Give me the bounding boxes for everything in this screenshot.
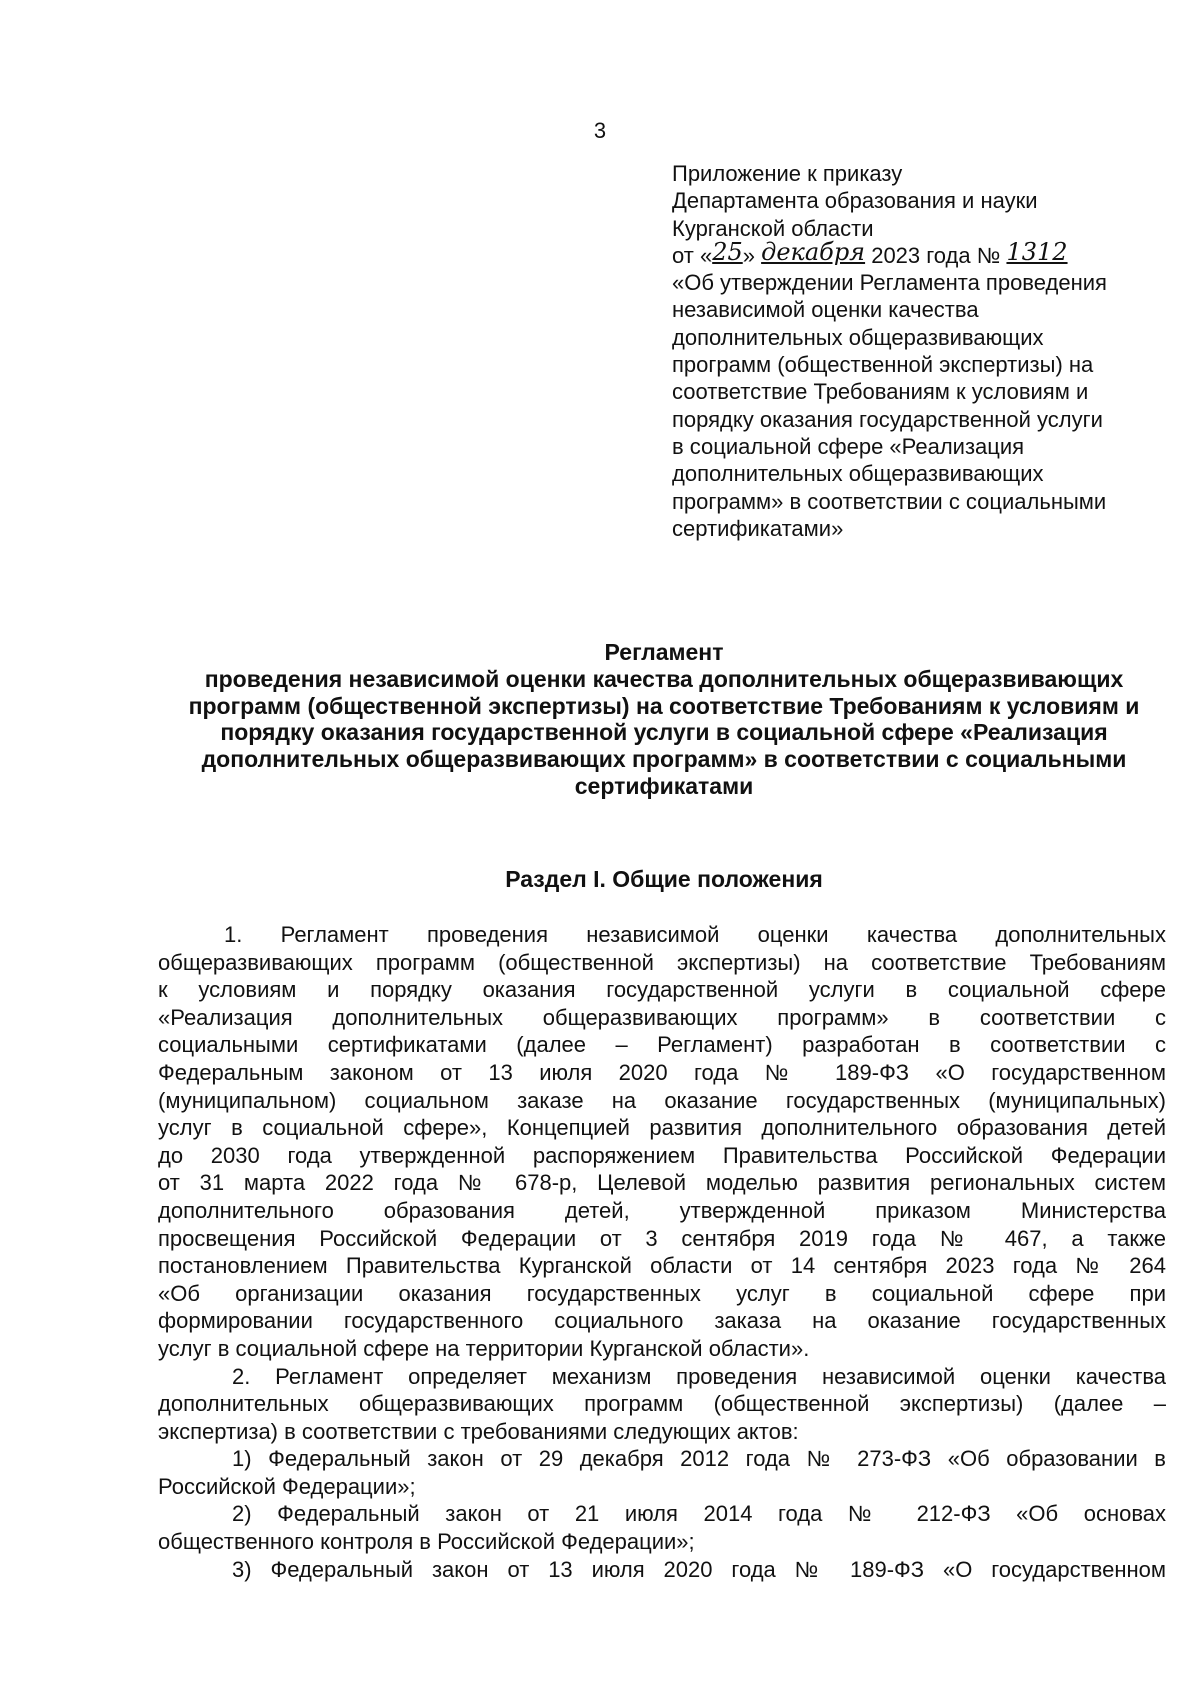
paragraph-line: экспертиза) в соответствии с требованиями следующих актов: [158,1418,799,1444]
paragraph-line: «Об организации оказания государственных услуг в социальной сфере при [158,1280,1166,1306]
document-title-line: сертификатами [574,772,754,799]
date-quote-close: » [742,242,755,268]
paragraph-line: просвещения Российской Федерации от 3 сентября 2019 года № 467, а также [158,1225,1166,1251]
date-prefix: от « [672,242,713,268]
appendix-title-line: сертификатами» [672,515,844,541]
paragraph-line: дополнительного образования детей, утвержденной приказом Министерства [158,1197,1166,1223]
paragraph-line: 1. Регламент проведения независимой оценки качества дополнительных [224,922,1166,947]
appendix-line: Курганской области [672,215,874,241]
paragraph-line: услуг в социальной сфере», Концепцией развития дополнительного образования детей [158,1115,1166,1141]
paragraph-line: (муниципальном) социальном заказе на оказание государственных (муниципальных) [158,1087,1166,1113]
list-item-line: 1) Федеральный закон от 29 декабря 2012 года № 273-ФЗ «Об образовании в [232,1446,1166,1472]
paragraph-line: формировании государственного социального заказа на оказание государственных [158,1308,1166,1334]
appendix-title-line: дополнительных общеразвивающих [672,324,1044,350]
document-title-line: проведения независимой оценки качества дополнительных общеразвивающих [204,665,1124,692]
handwritten-month: декабря [761,237,866,266]
order-date-line [672,237,1172,269]
list-item-line: общественного контроля в Российской Федерации»; [158,1529,695,1555]
page-number: 3 [593,118,607,143]
handwritten-order-number: 1312 [1006,237,1068,266]
appendix-title-line: в социальной сфере «Реализация [672,433,1025,459]
appendix-title-line: программ (общественной экспертизы) на [672,352,1094,378]
handwritten-day: 25 [712,237,743,266]
paragraph-line: от 31 марта 2022 года № 678-р, Целевой моделью развития региональных систем [158,1170,1166,1196]
list-item-line: Российской Федерации»; [158,1473,416,1499]
document-body [158,921,1166,1583]
document-title-line: дополнительных общеразвивающих программ» в соответствии с социальными [201,746,1127,773]
appendix-line: Приложение к приказу [672,161,903,186]
appendix-title-line: соответствие Требованиям к условиям и [672,379,1089,405]
appendix-title-line: программ» в соответствии с социальными [672,488,1107,514]
appendix-title-line: «Об утверждении Регламента проведения [672,270,1107,296]
appendix-title-line: независимой оценки качества [672,297,979,323]
list-item-line: 3) Федеральный закон от 13 июля 2020 года № 189-ФЗ «О государственном [232,1556,1166,1582]
paragraph-line: до 2030 года утвержденной распоряжением Правительства Российской Федерации [158,1142,1166,1168]
paragraph-line: 2. Регламент определяет механизм проведения независимой оценки качества [232,1363,1166,1389]
document-title-line: Регламент [604,639,724,665]
paragraph-line: услуг в социальной сфере на территории Курганской области». [158,1335,810,1361]
document-title-line: программ (общественной экспертизы) на соответствие Требованиям к условиям и [188,692,1140,719]
appendix-line: Департамента образования и науки [672,188,1038,214]
paragraph-line: общеразвивающих программ (общественной экспертизы) на соответствие Требованиям [158,949,1166,975]
document-title-line: порядку оказания государственной услуги в социальной сфере «Реализация [220,719,1108,746]
paragraph-line: «Реализация дополнительных общеразвивающих программ» в соответствии с [158,1004,1166,1030]
appendix-title-line: дополнительных общеразвивающих [672,461,1044,487]
list-item-line: 2) Федеральный закон от 21 июля 2014 года № 212-ФЗ «Об основах [232,1501,1166,1527]
paragraph-line: дополнительных общеразвивающих программ (общественной экспертизы) (далее – [158,1391,1166,1417]
paragraph-line: социальными сертификатами (далее – Регламент) разработан в соответствии с [158,1032,1166,1058]
paragraph-line: Федеральным законом от 13 июля 2020 года № 189-ФЗ «О государственном [158,1059,1166,1085]
section-heading: Раздел I. Общие положения [505,866,823,892]
appendix-header [672,160,1172,542]
date-year: 2023 года № [871,242,1001,268]
paragraph-line: к условиям и порядку оказания государственной услуги в социальной сфере [158,977,1166,1003]
paragraph-line: постановлением Правительства Курганской области от 14 сентября 2023 года № 264 [158,1253,1166,1279]
document-title [140,639,1188,800]
appendix-title-line: порядку оказания государственной услуги [672,406,1103,432]
